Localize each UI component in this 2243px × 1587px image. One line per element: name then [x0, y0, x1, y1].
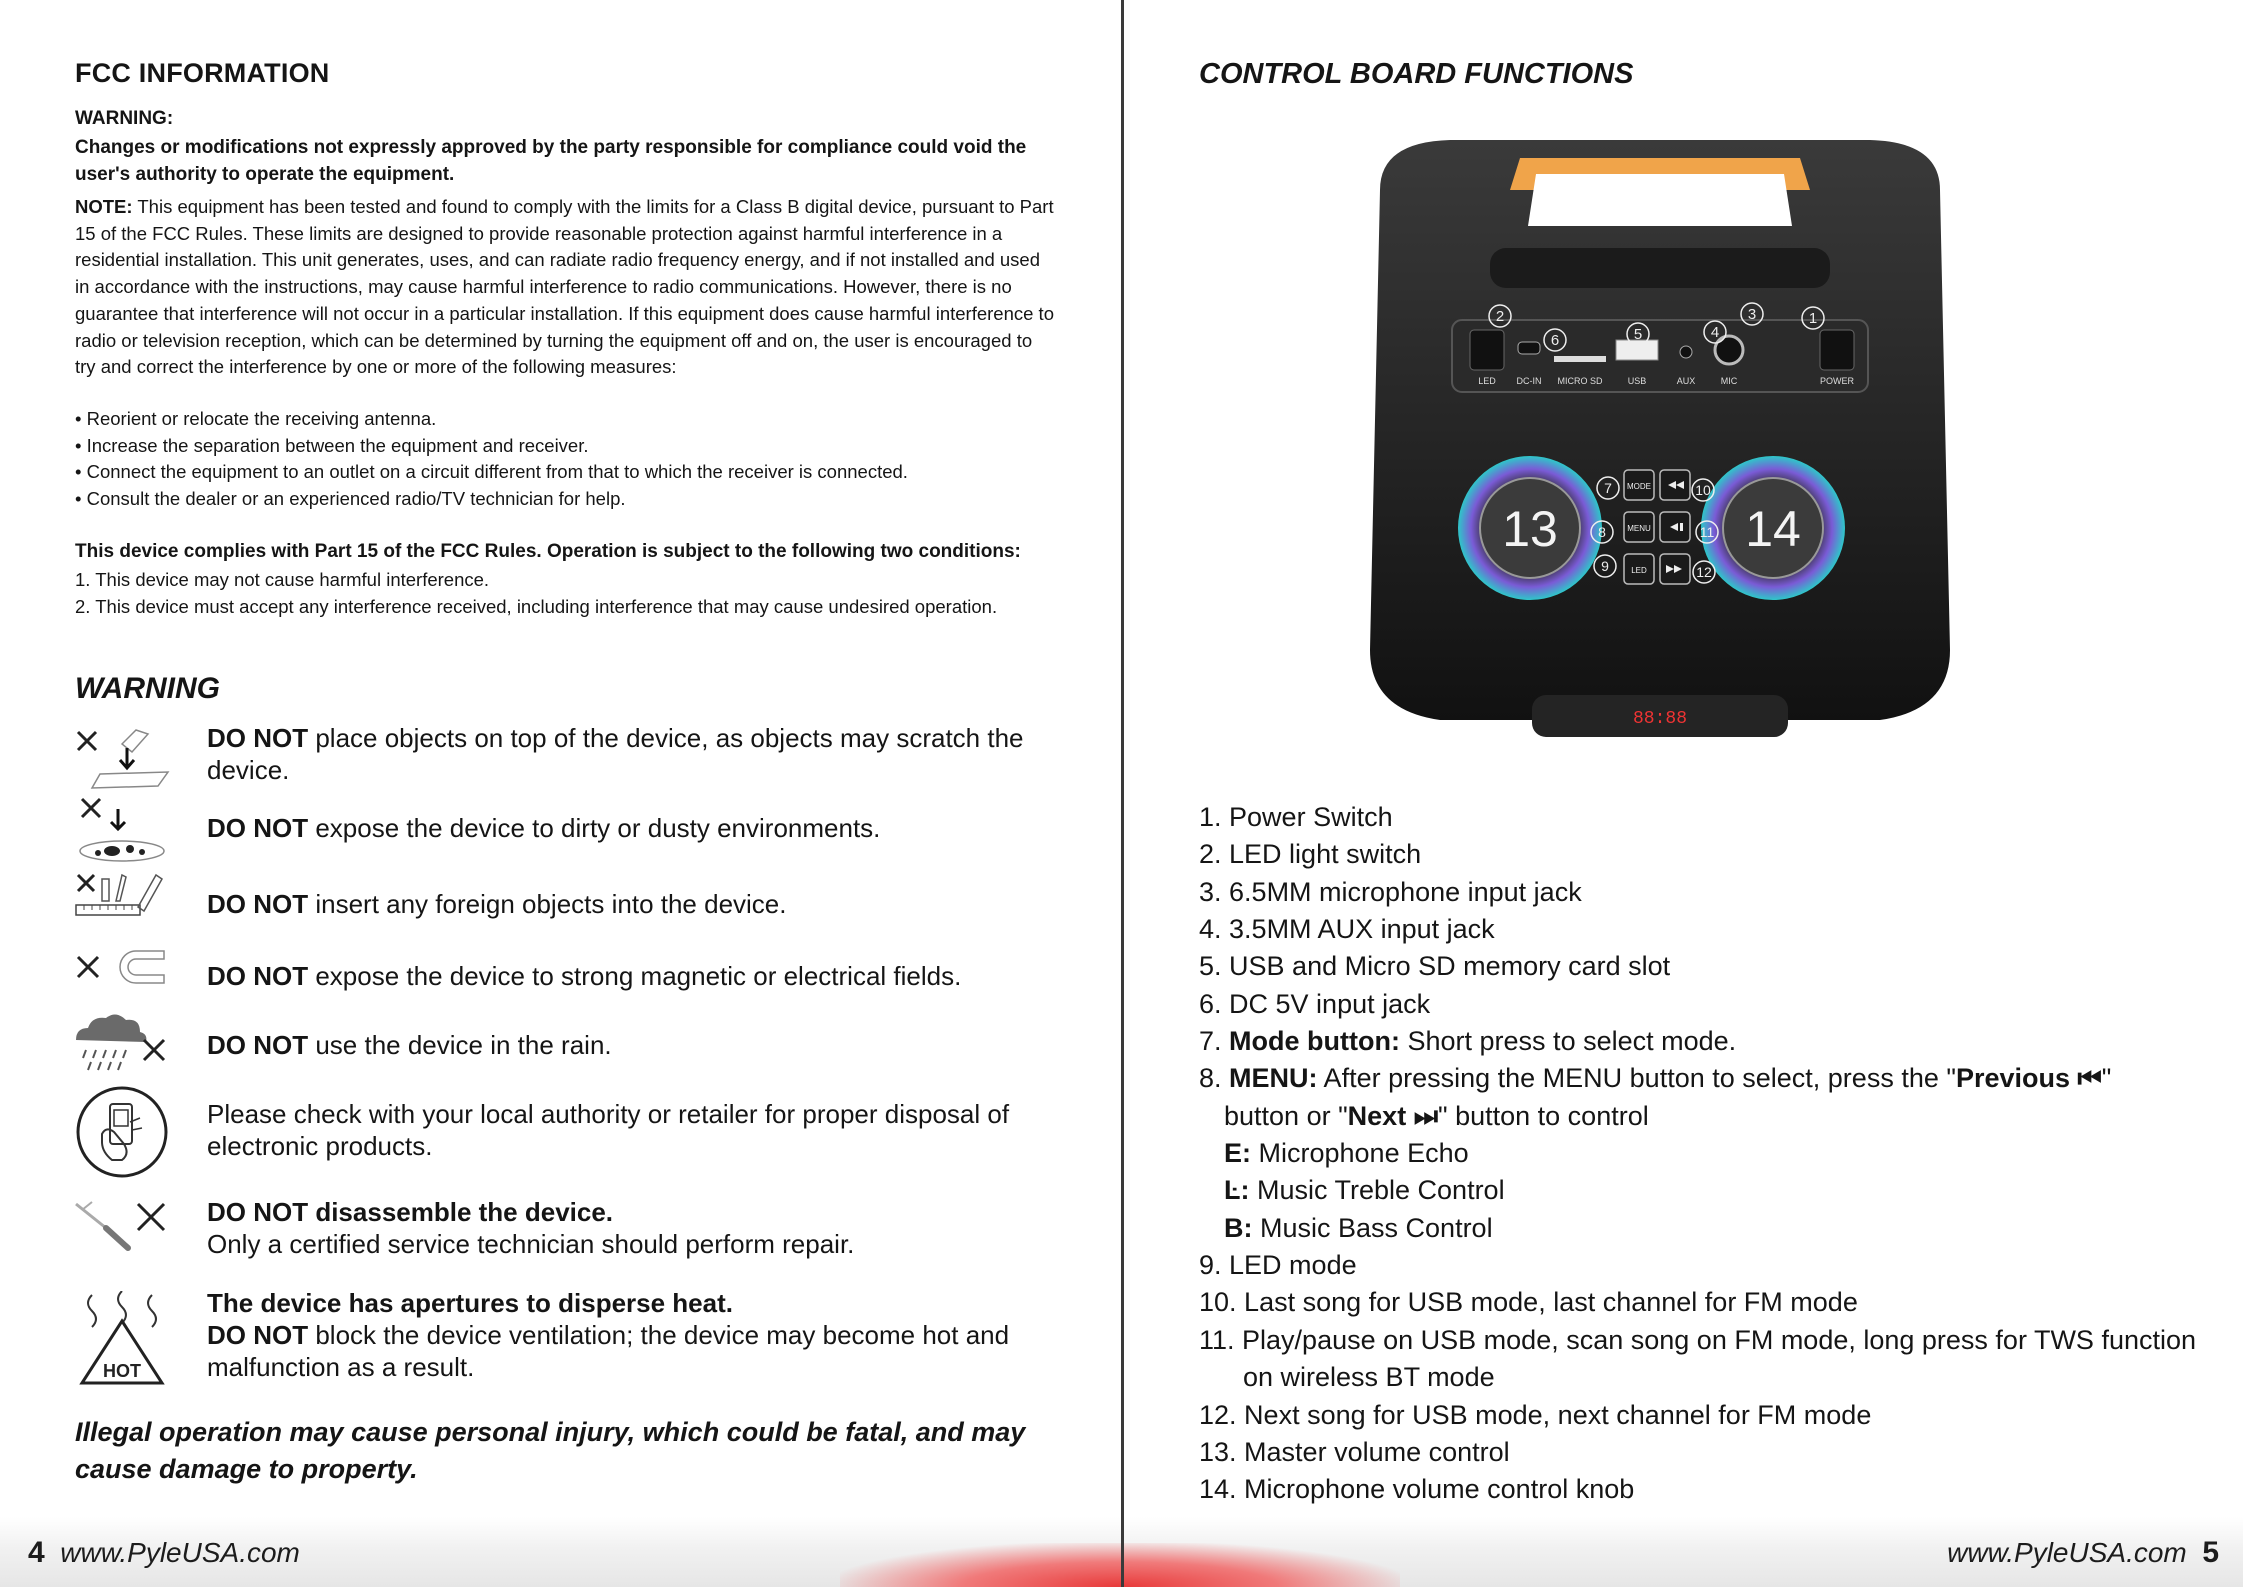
list-item [1199, 1434, 2209, 1471]
item-text: Power Switch [1221, 802, 1393, 832]
list-item-continuation [1199, 1098, 2209, 1135]
panel-label: AUX [1676, 376, 1696, 386]
item-number: 8. [1199, 1063, 1222, 1094]
list-item [1199, 948, 2209, 985]
item-text: " [2101, 1063, 2112, 1094]
panel-label: MIC [1720, 376, 1738, 386]
item-text: Master volume control [1236, 1436, 1510, 1467]
warning-body: expose the device to dirty or dusty environments. [308, 813, 881, 843]
footer-right [1947, 1536, 2219, 1570]
callout-number: 3 [1747, 306, 1757, 323]
item-number: 13. [1199, 1436, 1237, 1467]
callout-number: 14 [1745, 501, 1801, 557]
footer-glow [840, 1543, 1400, 1587]
page-number: 5 [2202, 1536, 2219, 1569]
warning-text [207, 888, 1107, 920]
list-item [1199, 1247, 2209, 1284]
warning-text [207, 1287, 1107, 1383]
warning-bold: DO NOT [207, 723, 309, 753]
subitem-text: Music Bass Control [1252, 1212, 1493, 1243]
list-item: • Connect the equipment to an outlet on a circuit different from that to which the receiver is connected. [75, 461, 908, 483]
warning-body: block the device ventilation; the device may become hot and malfunction as a result. [207, 1320, 1010, 1382]
previous-label: Previous ⏮ [1955, 1063, 2102, 1094]
panel-label: LED [1478, 376, 1496, 386]
list-item: • Consult the dealer or an experienced radio/TV technician for help. [75, 488, 626, 510]
item-number: 4. [1199, 914, 1222, 945]
panel-label: USB [1627, 376, 1647, 386]
list-item-continuation: on wireless BT mode [1243, 1362, 1495, 1393]
item-text: Next song for USB mode, next channel for FM mode [1236, 1399, 1872, 1430]
subitem-bold: Ŀ: [1224, 1175, 1250, 1206]
condition-item: 2. This device must accept any interference received, including interference that may cause undesired operation. [75, 595, 998, 617]
list-item [1199, 1397, 2209, 1434]
speaker-image [1340, 130, 1980, 755]
list-subitem [1199, 1210, 2209, 1247]
list-item [1199, 799, 2209, 836]
callout-number: 8 [1598, 524, 1606, 540]
warning-bold: DO NOT [207, 889, 309, 919]
illegal-operation-notice: Illegal operation may cause personal injury, which could be fatal, and may cause damage to property. [75, 1417, 1026, 1484]
warning-bold: DO NOT [207, 813, 309, 843]
callout-number: 9 [1601, 558, 1609, 574]
hot-label: HOT [103, 1361, 141, 1381]
warning-body: Only a certified service technician should perform repair. [207, 1229, 855, 1259]
next-label: Next ⏭ [1347, 1100, 1438, 1131]
list-item [1199, 1322, 2209, 1359]
item-number: 14. [1199, 1474, 1237, 1505]
hot-icon [72, 1291, 172, 1391]
item-text: Short press to select mode. [1400, 1026, 1737, 1057]
item-text: Last song for USB mode, last channel for FM mode [1236, 1287, 1858, 1318]
list-item [1199, 1284, 2209, 1321]
footer-url: www.PyleUSA.com [1947, 1537, 2187, 1568]
footer-left [28, 1536, 300, 1570]
warning-body: expose the device to strong magnetic or electrical fields. [308, 961, 962, 991]
item-number: 11. [1199, 1324, 1235, 1355]
display-readout: 88:88 [1632, 709, 1688, 729]
condition-item: 1. This device may not cause harmful interference. [75, 569, 490, 590]
panel-label: DC-IN [1516, 376, 1542, 386]
warning-bold: DO NOT [207, 1320, 309, 1350]
fcc-warning-heading: WARNING: [75, 108, 174, 129]
item-number: 12. [1199, 1399, 1237, 1430]
compliance-conditions [75, 567, 1085, 620]
warning-bold: DO NOT [207, 1030, 309, 1060]
control-board-title: CONTROL BOARD FUNCTIONS [1199, 58, 1634, 90]
item-text: 3.5MM AUX input jack [1221, 914, 1495, 945]
subitem-bold: E: [1224, 1138, 1251, 1169]
fcc-title: FCC INFORMATION [75, 58, 330, 88]
callout-number: 6 [1550, 332, 1560, 349]
item-number: 3. [1199, 876, 1222, 907]
compliance-heading: This device complies with Part 15 of the FCC Rules. Operation is subject to the following two conditions: [75, 541, 1021, 562]
item-text: LED light switch [1221, 839, 1422, 870]
warning-body: insert any foreign objects into the device. [308, 889, 787, 919]
page-number: 4 [28, 1536, 45, 1569]
item-text: button or " [1224, 1100, 1348, 1131]
warning-body: place objects on top of the device, as objects may scratch the device. [207, 723, 1024, 785]
callout-number: 4 [1710, 324, 1720, 341]
list-subitem [1199, 1172, 2209, 1209]
warning-text [207, 812, 1107, 844]
note-text: This equipment has been tested and found to comply with the limits for a Class B digital device, pursuant to Part 15 of the FCC Rules. These limits are designed to provide reasonable protection against harmful interference in a residential installation. This unit generates, uses, and can radiate radio frequency energy, and if not installed and used in accordance with the instructions, may cause harmful interference to radio communications. However, there is no guarantee that interference will not occur in a particular installation. If this equipment does cause harmful interference to radio or television reception, which can be determined by turning the equipment off and on, the user is encouraged to try and correct the interference by one or more of the following measures: [75, 196, 1054, 378]
left-page [0, 0, 1121, 1587]
list-item: • Increase the separation between the equipment and receiver. [75, 434, 589, 456]
item-number: 2. [1199, 839, 1222, 870]
item-text: 6.5MM microphone input jack [1221, 876, 1582, 907]
button-label: LED [1631, 566, 1647, 575]
no-magnet-icon [72, 939, 172, 1011]
callout-number: 13 [1502, 501, 1558, 557]
item-bold: Mode button: [1229, 1026, 1400, 1057]
item-bold: MENU: [1229, 1063, 1318, 1094]
note-label: NOTE: [75, 196, 133, 217]
warning-text [207, 1029, 1107, 1061]
item-number: 9. [1199, 1250, 1222, 1281]
list-item [1199, 1023, 2209, 1060]
warning-section-title: WARNING [75, 672, 220, 705]
item-number: 10. [1199, 1287, 1237, 1318]
fcc-warning-text: Changes or modifications not expressly approved by the party responsible for compliance could void the user's authority to operate the equipment. [75, 137, 1027, 185]
item-number: 1. [1199, 802, 1222, 832]
subitem-text: Microphone Echo [1251, 1138, 1469, 1169]
list-item [1199, 874, 2209, 911]
item-text: After pressing the MENU button to select, press the " [1317, 1063, 1956, 1094]
no-disassemble-icon [72, 1196, 172, 1268]
button-label: MODE [1627, 482, 1651, 491]
button-label: MENU [1627, 524, 1651, 533]
item-number: 6. [1199, 988, 1222, 1019]
item-number: 7. [1199, 1026, 1222, 1057]
list-item [1199, 1060, 2209, 1097]
fcc-measures-list [75, 406, 1055, 513]
list-item: • Reorient or relocate the receiving antenna. [75, 408, 437, 429]
list-item [1199, 1471, 2209, 1508]
callout-number: 12 [1696, 564, 1712, 580]
control-functions-list [1199, 799, 2209, 1509]
disposal-icon [72, 1082, 172, 1182]
fcc-note [75, 194, 1055, 381]
panel-label: POWER [1819, 376, 1855, 386]
warning-bold-line: The device has apertures to disperse heat. [207, 1288, 733, 1318]
item-text: USB and Micro SD memory card slot [1221, 951, 1671, 982]
item-text: " button to control [1438, 1100, 1649, 1131]
subitem-bold: B: [1224, 1212, 1253, 1243]
list-item [1199, 986, 2209, 1023]
list-subitem [1199, 1135, 2209, 1172]
warning-body: use the device in the rain. [308, 1030, 612, 1060]
item-text: DC 5V input jack [1221, 988, 1431, 1019]
subitem-text: Music Treble Control [1249, 1175, 1505, 1206]
warning-bold: DO NOT disassemble the device. [207, 1197, 614, 1227]
warning-bold: DO NOT [207, 961, 309, 991]
no-rain-icon [72, 1010, 172, 1082]
panel-label: MICRO SD [1557, 376, 1603, 386]
warning-text: Please check with your local authority or retailer for proper disposal of electronic products. [207, 1099, 1010, 1161]
item-text: Microphone volume control knob [1236, 1474, 1635, 1505]
callout-number: 2 [1495, 308, 1505, 325]
callout-number: 7 [1604, 480, 1612, 496]
no-foreign-objects-icon [72, 865, 172, 937]
item-text: LED mode [1221, 1250, 1357, 1281]
callout-number: 5 [1633, 326, 1643, 343]
footer-url: www.PyleUSA.com [60, 1537, 300, 1568]
warning-text [207, 1196, 1107, 1260]
callout-number: 11 [1699, 524, 1715, 540]
list-item [1199, 836, 2209, 873]
list-item [1199, 911, 2209, 948]
no-dust-icon [72, 795, 172, 867]
warning-text [207, 960, 1107, 992]
no-objects-on-top-icon [72, 722, 172, 794]
warning-text [207, 722, 1107, 786]
page-spine [1121, 0, 1124, 1587]
item-text: Play/pause on USB mode, scan song on FM mode, long press for TWS function [1234, 1324, 2197, 1355]
callout-number: 1 [1808, 310, 1818, 327]
callout-number: 10 [1695, 482, 1711, 498]
item-number: 5. [1199, 951, 1222, 982]
